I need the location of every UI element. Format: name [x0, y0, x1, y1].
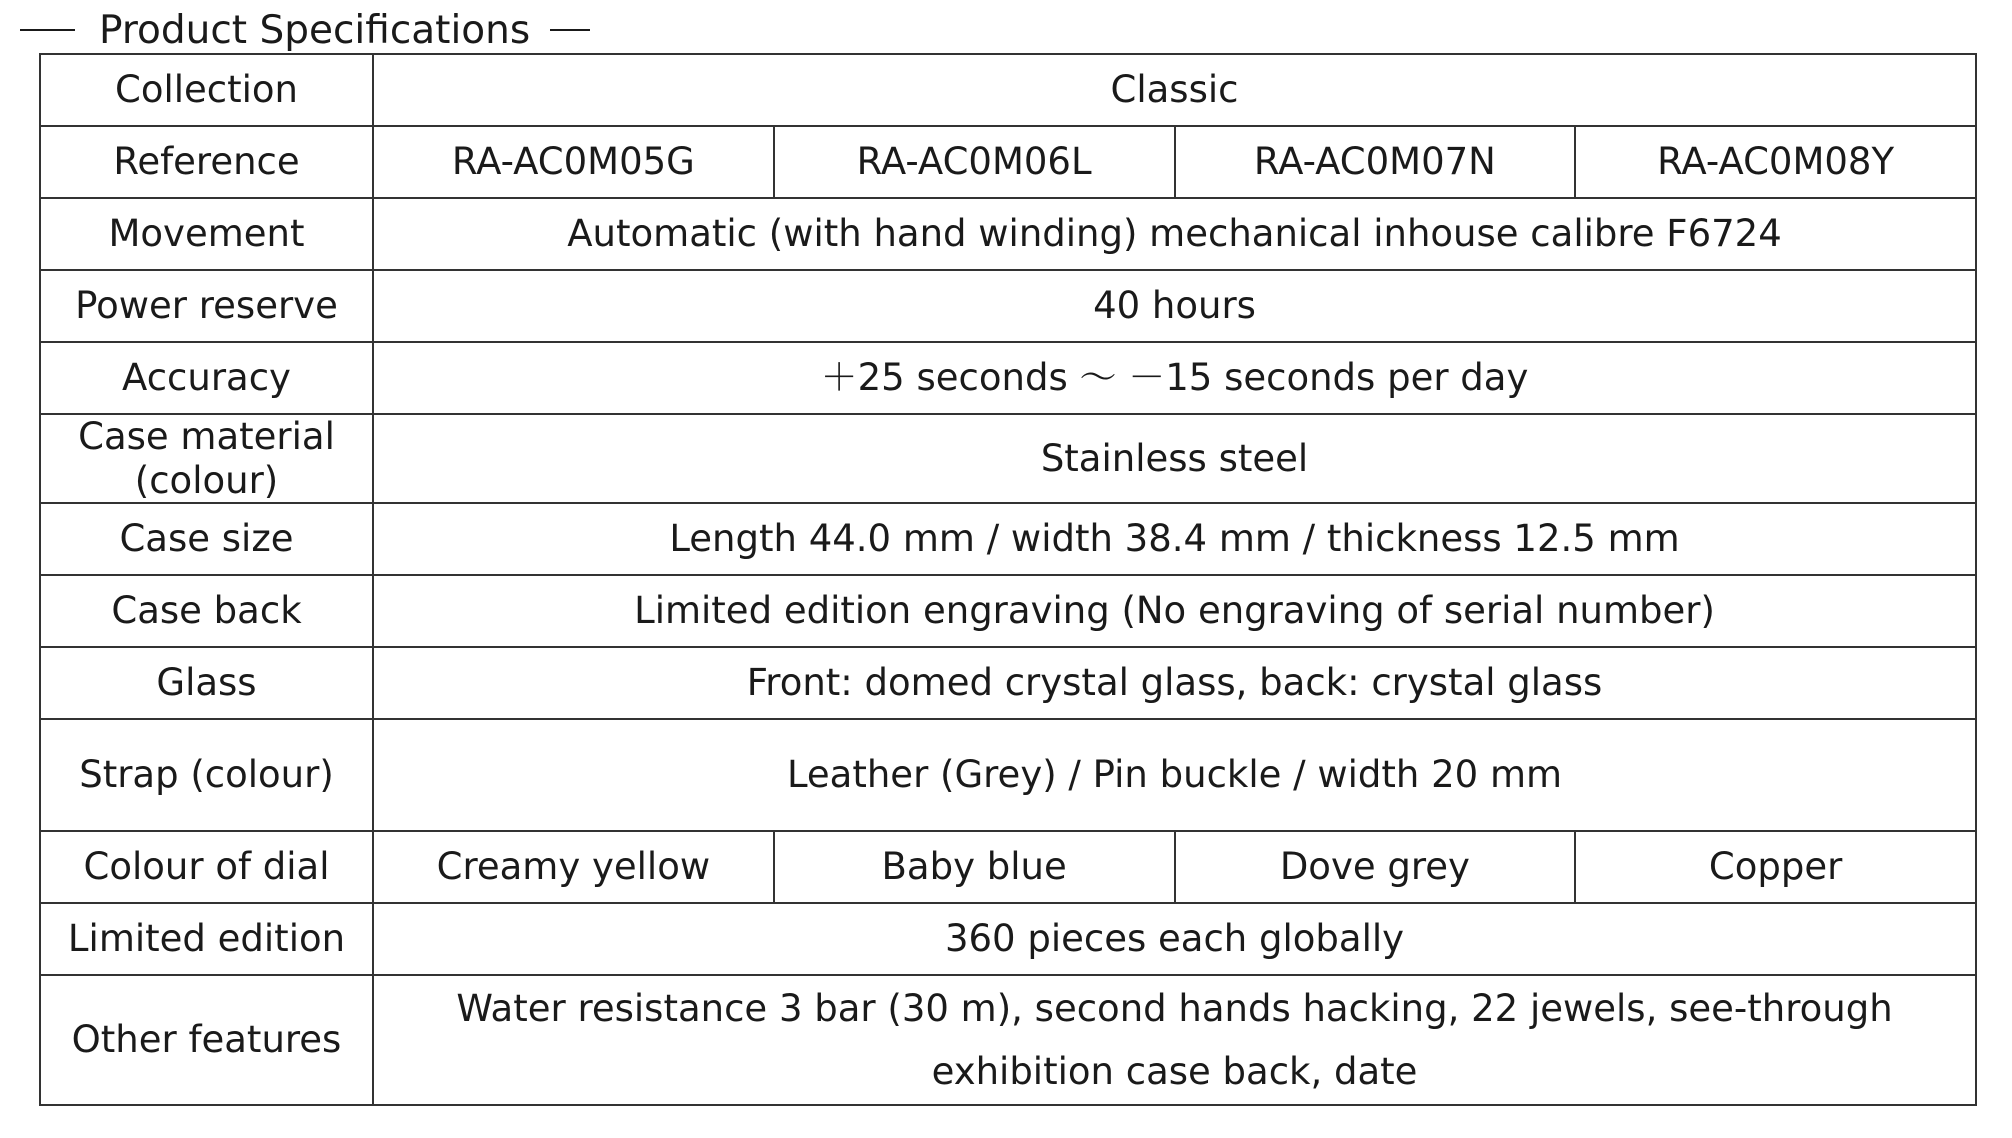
- reference-cell: RA-AC0M08Y: [1575, 126, 1976, 198]
- section-heading: [20, 4, 590, 56]
- reference-cell: RA-AC0M05G: [373, 126, 774, 198]
- table-row-dial-colour: [40, 831, 1976, 903]
- dial-colour-cell: Baby blue: [774, 831, 1175, 903]
- table-row-case-size: [40, 503, 1976, 575]
- row-label: Case material (colour): [40, 414, 373, 503]
- table-row-reference: [40, 126, 1976, 198]
- table-row-strap: [40, 719, 1976, 831]
- row-label: Power reserve: [40, 270, 373, 342]
- table-row-other-features: [40, 975, 1976, 1105]
- dial-colour-cell: Copper: [1575, 831, 1976, 903]
- table-row-power-reserve: [40, 270, 1976, 342]
- row-label: Glass: [40, 647, 373, 719]
- row-value: Stainless steel: [373, 414, 1976, 503]
- row-value: Water resistance 3 bar (30 m), second hands hacking, 22 jewels, see-through exhibition case back, date: [373, 975, 1976, 1105]
- heading-title: Product Specifications: [99, 7, 531, 53]
- dial-colour-cell: Dove grey: [1175, 831, 1576, 903]
- heading-rule-right: [550, 29, 590, 31]
- table-row-movement: [40, 198, 1976, 270]
- row-value: 40 hours: [373, 270, 1976, 342]
- row-label: Limited edition: [40, 903, 373, 975]
- row-label: Collection: [40, 54, 373, 126]
- reference-cell: RA-AC0M06L: [774, 126, 1175, 198]
- table-row-limited-edition: [40, 903, 1976, 975]
- row-label: Strap (colour): [40, 719, 373, 831]
- row-label: Colour of dial: [40, 831, 373, 903]
- row-label: Movement: [40, 198, 373, 270]
- row-value: 360 pieces each globally: [373, 903, 1976, 975]
- heading-rule-left: [20, 29, 75, 31]
- row-label: Case size: [40, 503, 373, 575]
- row-value: Length 44.0 mm / width 38.4 mm / thickness 12.5 mm: [373, 503, 1976, 575]
- table-row-collection: [40, 54, 1976, 126]
- specifications-table: [39, 53, 1977, 1106]
- row-value: Limited edition engraving (No engraving of serial number): [373, 575, 1976, 647]
- row-label: Accuracy: [40, 342, 373, 414]
- row-value: Classic: [373, 54, 1976, 126]
- table-row-case-material: [40, 414, 1976, 503]
- dial-colour-cell: Creamy yellow: [373, 831, 774, 903]
- table-row-accuracy: [40, 342, 1976, 414]
- table-row-glass: [40, 647, 1976, 719]
- row-value: Front: domed crystal glass, back: crystal glass: [373, 647, 1976, 719]
- reference-cell: RA-AC0M07N: [1175, 126, 1576, 198]
- row-value: ＋25 seconds ～ －15 seconds per day: [373, 342, 1976, 414]
- row-value: Leather (Grey) / Pin buckle / width 20 mm: [373, 719, 1976, 831]
- row-value: Automatic (with hand winding) mechanical inhouse calibre F6724: [373, 198, 1976, 270]
- table-row-case-back: [40, 575, 1976, 647]
- row-label: Case back: [40, 575, 373, 647]
- row-label: Reference: [40, 126, 373, 198]
- row-label: Other features: [40, 975, 373, 1105]
